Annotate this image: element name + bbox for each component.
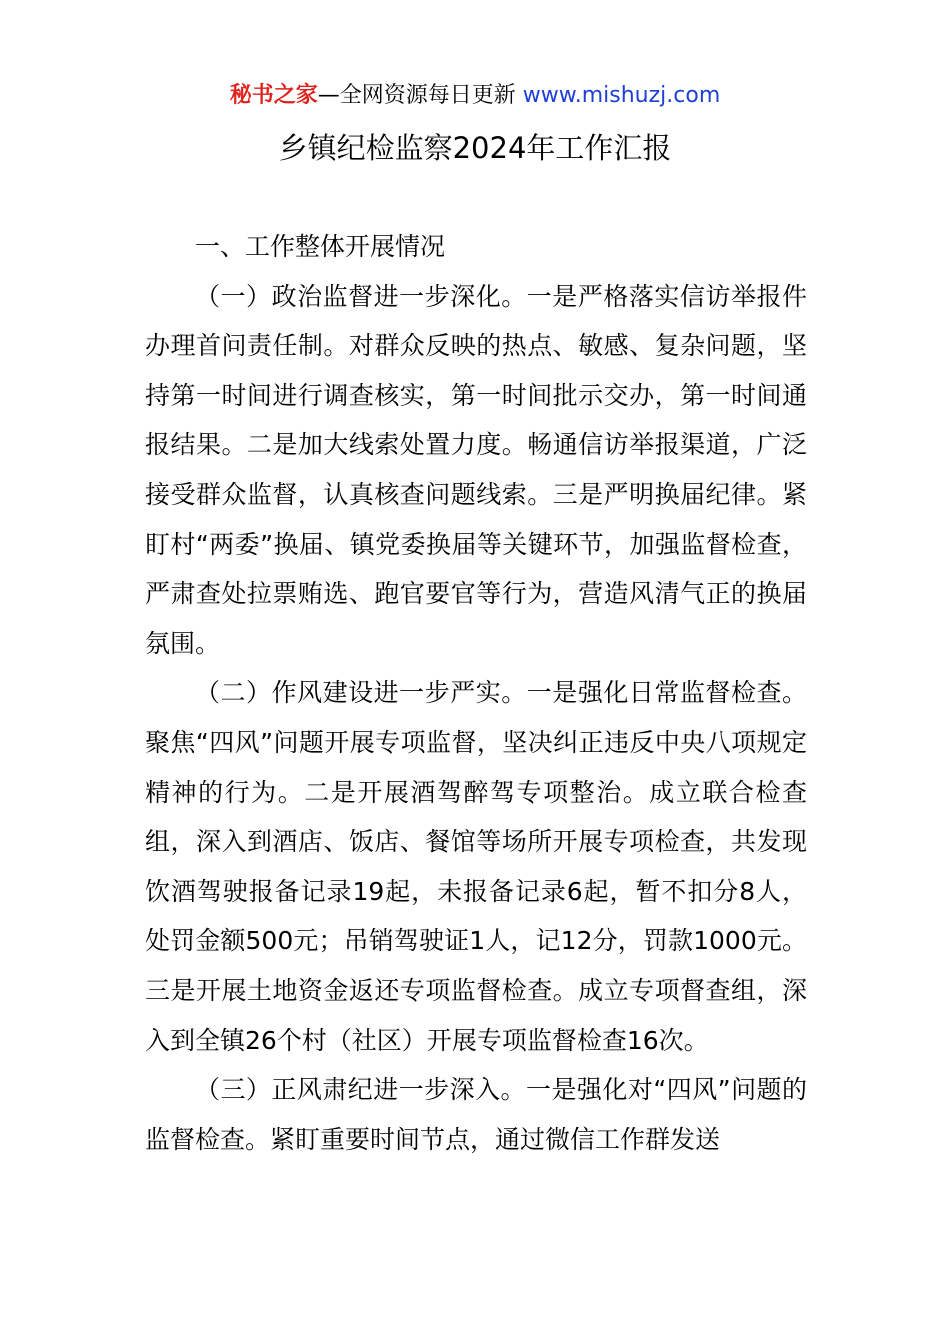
document-title: 乡镇纪检监察2024年工作汇报 (278, 131, 672, 165)
site-url-link[interactable]: www.mishuzj.com (522, 83, 721, 108)
site-brand: 秘书之家 (229, 83, 318, 108)
site-tagline: —全网资源每日更新 (317, 83, 523, 108)
document-body (145, 222, 807, 1164)
section-heading: 一、工作整体开展情况 (195, 232, 446, 261)
site-header (0, 80, 950, 112)
paragraph-work-style: （二）作风建设进一步严实。一是强化日常监督检查。聚焦“四风”问题开展专项监督，坚决纠正违反中央八项规定精神的行为。二是开展酒驾醉驾专项整治。成立联合检查组，深入到酒店、饭店、餐馆等场所开展专项检查，共发现饮酒驾驶报备记录19起，未报备记录6起，暂不扣分8人，处罚金额500元；吊销驾驶证1人，记12分，罚款1000元。三是开展土地资金返还专项监督检查。成立专项督查组，深入到全镇26个村（社区）开展专项监督检查16次。 (145, 678, 807, 1055)
paragraph-discipline: （三）正风肃纪进一步深入。一是强化对“四风”问题的监督检查。紧盯重要时间节点，通过微信工作群发送 (145, 1075, 807, 1154)
paragraph-political-supervision: （一）政治监督进一步深化。一是严格落实信访举报件办理首问责任制。对群众反映的热点、敏感、复杂问题，坚持第一时间进行调查核实，第一时间批示交办，第一时间通报结果。二是加大线索处置力度。畅通信访举报渠道，广泛接受群众监督，认真核查问题线索。三是严明换届纪律。紧盯村“两委”换届、镇党委换届等关键环节，加强监督检查，严肃查处拉票贿选、跑官要官等行为，营造风清气正的换届氛围。 (145, 281, 807, 658)
